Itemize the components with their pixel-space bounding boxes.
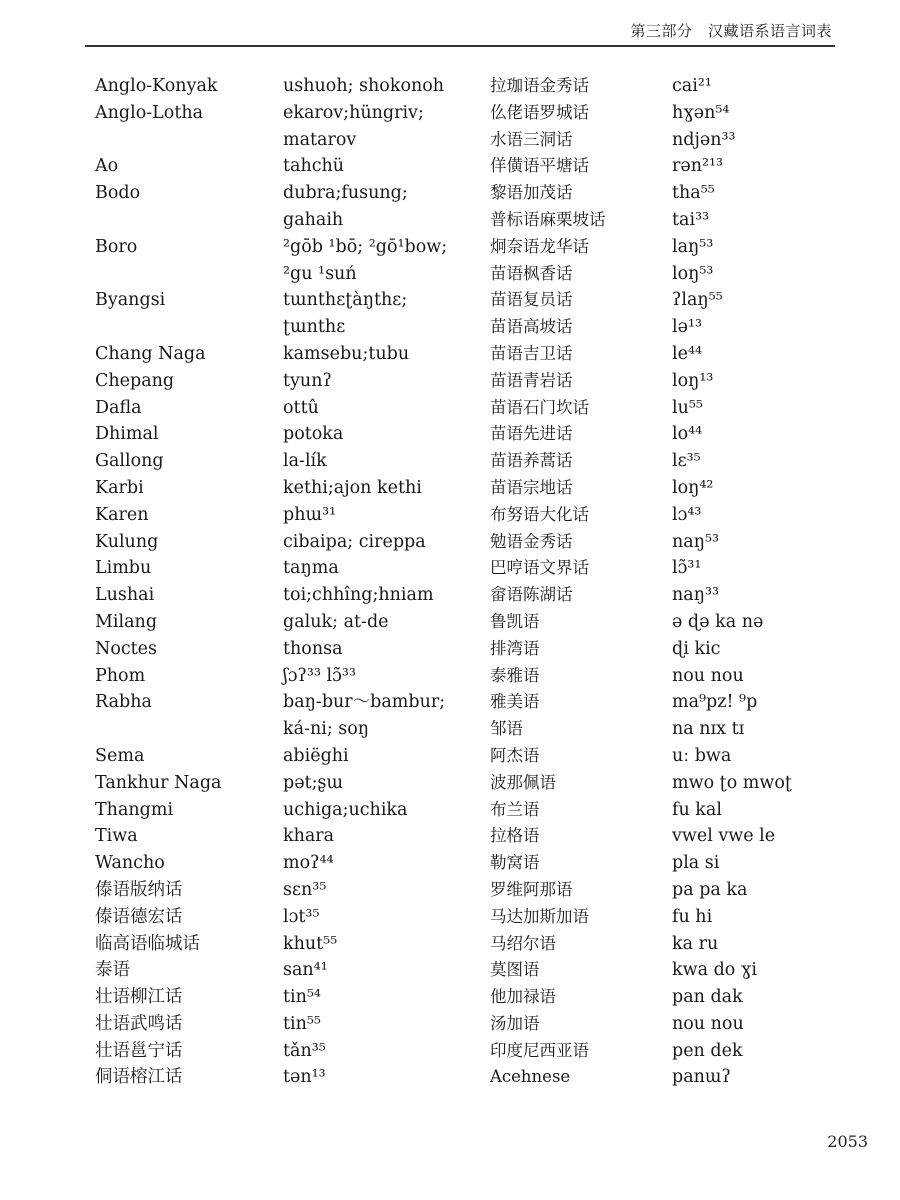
language-name: Byangsi — [95, 290, 166, 311]
word-form: la-lík — [283, 451, 327, 472]
language-name: 泰语 — [95, 960, 130, 981]
language-name: Rabha — [95, 692, 152, 713]
word-form: ʔlaŋ⁵⁵ — [672, 290, 723, 311]
language-name: 勉语金秀话 — [490, 531, 573, 551]
language-name: Limbu — [95, 558, 152, 579]
word-form: pət;ʂɯ — [283, 772, 344, 793]
language-name: 汤加语 — [490, 1013, 540, 1033]
word-form: tɯnthɛʈàŋthɛ; — [283, 290, 408, 311]
language-name: Tankhur Naga — [95, 772, 222, 793]
word-form: lɔt³⁵ — [283, 906, 320, 927]
word-form: tyunʔ — [283, 370, 332, 391]
word-form: pen dek — [672, 1040, 743, 1061]
language-name — [95, 261, 270, 288]
word-form: potoka — [283, 424, 344, 445]
language-name: 傣语版纳话 — [95, 879, 183, 900]
language-name: Wancho — [95, 853, 165, 874]
language-name: 罗维阿那语 — [490, 879, 573, 899]
word-form: loŋ⁵³ — [672, 263, 714, 284]
word-form: san⁴¹ — [283, 960, 328, 981]
language-name — [95, 314, 270, 341]
language-name: 苗语高坡话 — [490, 317, 573, 337]
word-form: rən²¹³ — [672, 156, 724, 177]
left-form-column — [283, 73, 473, 1091]
word-form: khut⁵⁵ — [283, 933, 338, 954]
word-form: thonsa — [283, 638, 343, 659]
word-form: vwel vwe le — [672, 826, 776, 847]
word-form: pa pa ka — [672, 879, 748, 900]
language-name: 雅美语 — [490, 692, 540, 712]
word-form: taŋma — [283, 558, 339, 579]
running-header: 第三部分 汉藏语系语言词表 — [630, 22, 832, 40]
word-form: tin⁵⁵ — [283, 1013, 321, 1034]
language-name: 苗语青岩话 — [490, 370, 573, 390]
language-name: Lushai — [95, 585, 155, 606]
language-name: Karen — [95, 504, 149, 525]
right-form-column — [672, 73, 852, 1091]
word-form: ekarov;hüngriv; — [283, 102, 424, 123]
word-form: lɛ³⁵ — [672, 451, 701, 472]
language-name: 莫图语 — [490, 960, 540, 980]
language-name — [95, 207, 270, 234]
page-number: 2053 — [827, 1132, 868, 1151]
word-form: panɯʔ — [672, 1067, 731, 1088]
language-name: Tiwa — [95, 826, 138, 847]
language-name: 苗语养蒿话 — [490, 451, 573, 471]
language-name — [95, 716, 270, 743]
word-form: phɯ³¹ — [283, 504, 337, 525]
language-name: 仫佬语罗城话 — [490, 102, 589, 122]
word-form: laŋ⁵³ — [672, 236, 714, 257]
word-form: ottû — [283, 397, 319, 418]
language-name: Boro — [95, 236, 138, 257]
language-name: 畲语陈湖话 — [490, 585, 573, 605]
language-name: 临高语临城话 — [95, 933, 200, 954]
word-form: kwa do ɣi — [672, 960, 757, 981]
language-name: 他加禄语 — [490, 987, 556, 1007]
word-form: matarov — [283, 129, 357, 150]
word-form: nou nou — [672, 665, 744, 686]
word-form: khara — [283, 826, 335, 847]
language-name: Karbi — [95, 477, 144, 498]
word-form: tən¹³ — [283, 1067, 326, 1088]
language-name: Thangmi — [95, 799, 174, 820]
language-name — [95, 127, 270, 154]
language-name: 苗语石门坎话 — [490, 397, 589, 417]
language-name: 壮语邕宁话 — [95, 1040, 183, 1061]
word-form: ɖi kic — [672, 638, 721, 659]
word-form: tahchü — [283, 156, 345, 177]
language-name: 壮语武鸣话 — [95, 1013, 183, 1034]
language-name: 布努语大化话 — [490, 504, 589, 524]
word-form: ²gu ¹suń — [283, 263, 357, 284]
language-name: 傣语德宏话 — [95, 906, 183, 927]
word-form: ʃɔʔ³³ lɔ̃³³ — [283, 665, 356, 686]
word-form: ká-ni; soŋ — [283, 719, 370, 740]
language-name: 拉珈语金秀话 — [490, 76, 589, 95]
word-form: sɛn³⁵ — [283, 879, 327, 900]
right-language-column — [490, 73, 660, 1091]
language-name: Milang — [95, 611, 158, 632]
language-name: 巴哼语文界话 — [490, 558, 589, 578]
word-form: mwo ʈo mwoʈ — [672, 772, 792, 793]
word-form: tǎn³⁵ — [283, 1040, 326, 1061]
word-form: ə ɖə ka nə — [672, 611, 764, 632]
language-name: Sema — [95, 745, 145, 766]
language-name: 阿杰语 — [490, 745, 540, 765]
language-name: Phom — [95, 665, 146, 686]
language-name: 炯奈语龙华话 — [490, 236, 589, 256]
word-form: gahaih — [283, 209, 344, 230]
language-name: 普标语麻栗坡话 — [490, 209, 606, 229]
word-form: baŋ-bur～bambur; — [283, 692, 446, 713]
language-name: 邹语 — [490, 719, 523, 739]
word-form: moʔ⁴⁴ — [283, 853, 334, 874]
word-form: lu⁵⁵ — [672, 397, 703, 418]
word-form: uː bwa — [672, 745, 732, 766]
word-form: tha⁵⁵ — [672, 183, 715, 204]
language-name: 泰雅语 — [490, 665, 540, 685]
word-form: fu kal — [672, 799, 722, 820]
language-name: Chang Naga — [95, 343, 206, 364]
word-form: tin⁵⁴ — [283, 987, 321, 1008]
word-form: lɔ⁴³ — [672, 504, 702, 525]
language-name: 勒窝语 — [490, 853, 540, 873]
language-name: Dafla — [95, 397, 142, 418]
word-form: dubra;fusung; — [283, 183, 408, 204]
language-name: Anglo-Lotha — [95, 102, 204, 123]
word-form: ushuoh; shokonoh — [283, 76, 445, 96]
word-form: naŋ⁵³ — [672, 531, 720, 552]
language-name: 鲁凯语 — [490, 611, 540, 631]
word-form: loŋ⁴² — [672, 477, 714, 498]
word-form: toi;chhîng;hniam — [283, 585, 434, 606]
word-form: ndjən³³ — [672, 129, 736, 150]
word-form: loŋ¹³ — [672, 370, 714, 391]
word-form: lɔ̃³¹ — [672, 558, 702, 579]
word-form: cai²¹ — [672, 76, 712, 96]
language-name: Anglo-Konyak — [95, 76, 218, 96]
word-form: le⁴⁴ — [672, 343, 702, 364]
word-form: ²gōb ¹bō; ²gō¹bow; — [283, 236, 448, 257]
language-name: Dhimal — [95, 424, 159, 445]
language-name: 苗语复员话 — [490, 290, 573, 310]
language-name: Ao — [95, 156, 119, 177]
word-form: ka ru — [672, 933, 719, 954]
word-form: nou nou — [672, 1013, 744, 1034]
word-form: na nɪx tɪ — [672, 719, 745, 740]
word-form: cibaipa; cireppa — [283, 531, 426, 552]
word-form: naŋ³³ — [672, 585, 720, 606]
language-name: 苗语先进话 — [490, 424, 573, 444]
language-name: Bodo — [95, 183, 141, 204]
language-name: 马达加斯加语 — [490, 906, 589, 926]
word-form: lə¹³ — [672, 317, 702, 338]
language-name: 佯僙语平塘话 — [490, 156, 589, 176]
language-name: Chepang — [95, 370, 175, 391]
word-form: tai³³ — [672, 209, 710, 230]
language-name: 苗语宗地话 — [490, 477, 573, 497]
language-name: Kulung — [95, 531, 159, 552]
word-form: fu hi — [672, 906, 713, 927]
language-name: 波那佩语 — [490, 772, 556, 792]
word-form: pan dak — [672, 987, 743, 1008]
word-form: galuk; at-de — [283, 611, 389, 632]
word-form: abiëghi — [283, 745, 349, 766]
word-form: hɣən⁵⁴ — [672, 102, 730, 123]
word-form: ʈɯnthɛ — [283, 317, 346, 338]
language-name: 水语三洞话 — [490, 129, 573, 149]
left-language-column — [95, 73, 270, 1091]
language-name: 黎语加茂话 — [490, 183, 573, 203]
word-form: lo⁴⁴ — [672, 424, 703, 445]
language-name: 苗语枫香话 — [490, 263, 573, 283]
language-name: 印度尼西亚语 — [490, 1040, 589, 1060]
header-rule — [85, 45, 835, 47]
language-name: Gallong — [95, 451, 164, 472]
language-name: 苗语吉卫话 — [490, 343, 573, 363]
word-form: kamsebu;tubu — [283, 343, 410, 364]
language-name: Acehnese — [490, 1067, 571, 1087]
language-name: 布兰语 — [490, 799, 540, 819]
language-name: 马绍尔语 — [490, 933, 556, 953]
word-form: pla si — [672, 853, 720, 874]
word-form: uchiga;uchika — [283, 799, 408, 820]
language-name: Noctes — [95, 638, 158, 659]
language-name: 排湾语 — [490, 638, 540, 658]
language-name: 侗语榕江话 — [95, 1067, 183, 1088]
word-form: kethi;ajon kethi — [283, 477, 422, 498]
language-name: 壮语柳江话 — [95, 987, 183, 1008]
word-form: ma⁹pz! ⁹p — [672, 692, 758, 713]
language-name: 拉格语 — [490, 826, 540, 846]
